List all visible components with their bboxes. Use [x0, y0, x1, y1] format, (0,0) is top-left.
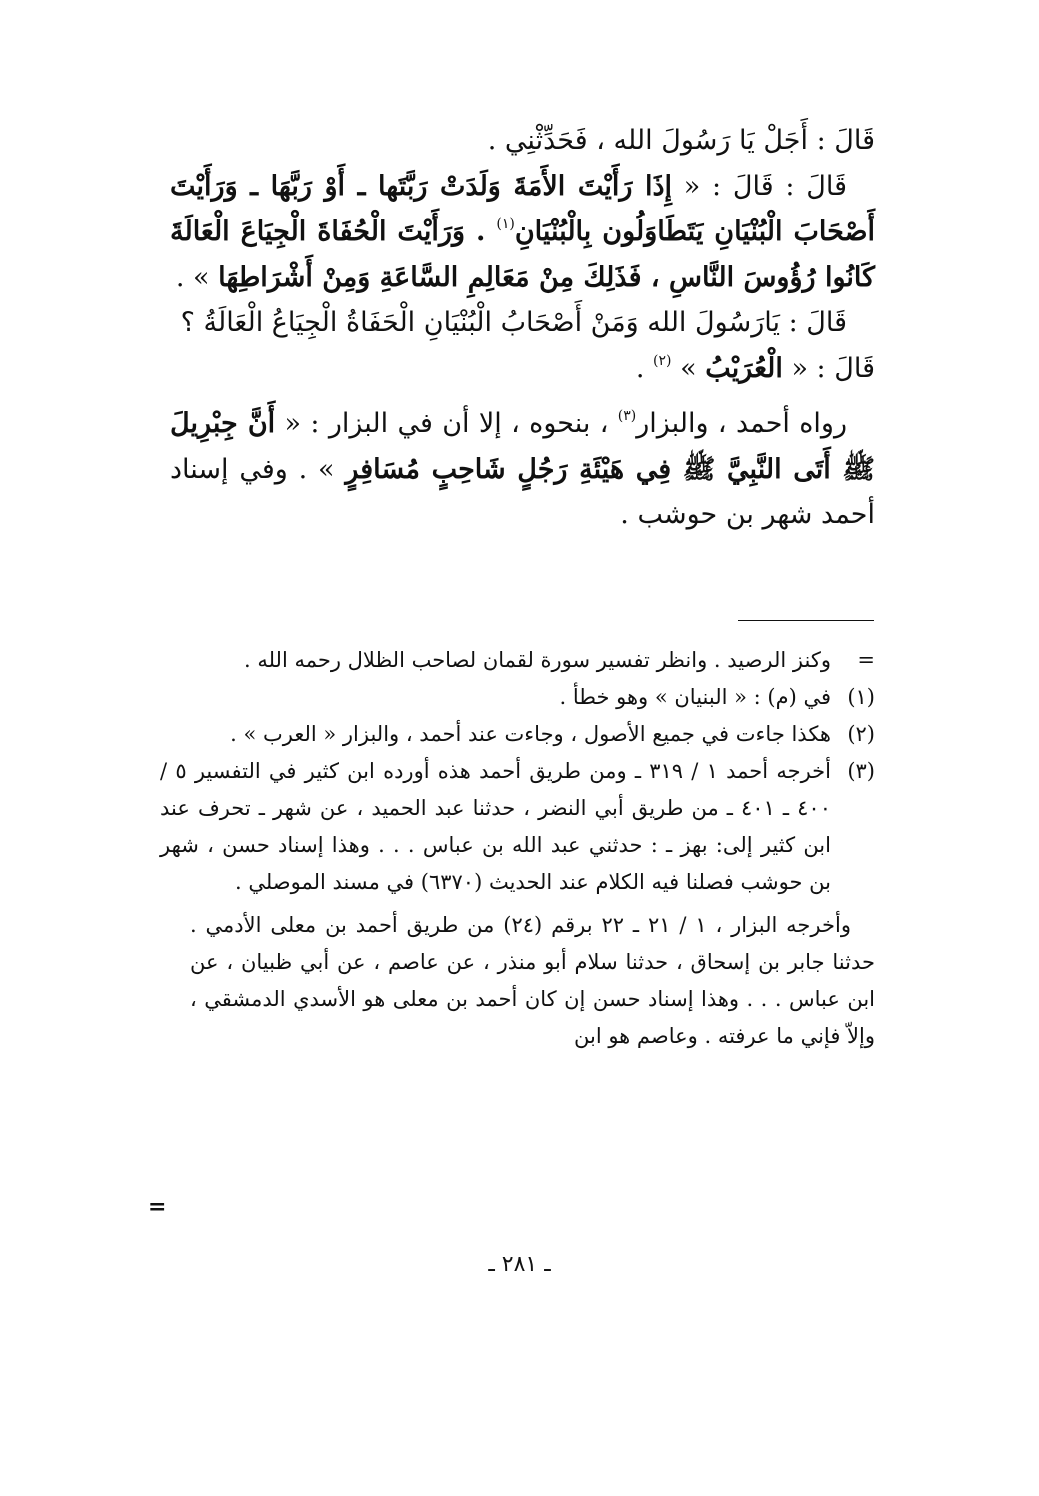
continuation-end-mark: =: [148, 1194, 167, 1220]
answer-mid: »: [671, 352, 706, 384]
answer-lead: قَالَ : «: [782, 352, 875, 384]
hadith-quote: إِذَا رَأَيْتَ الأَمَةَ وَلَدَتْ رَبَّتَها ـ أَوْ رَبَّهَا ـ وَرَأَيْتَ أَصْحَابَ الْبُنْيَانِ يَتَطَاوَلُون بِالْبُنْيَانِ: [170, 170, 875, 247]
footnote-continuation: [160, 642, 875, 679]
footnote-text: في (م) : « البنيان » وهو خطأ .: [559, 685, 831, 709]
narration-c: » . وفي إسناد أحمد شهر بن حوشب .: [170, 453, 875, 530]
hadith-quote-cont: . وَرَأَيْتَ الْحُفَاةَ الْجِيَاعَ الْعَالَةَ كَانُوا رُؤُوسَ النَّاسِ ، فَذَلِكَ مِنْ مَعَالِمِ السَّاعَةِ وَمِنْ أَشْرَاطِهَا: [170, 216, 875, 293]
answer-tail: .: [635, 352, 654, 384]
page-number: ـ ٢٨١ ـ: [488, 1252, 551, 1277]
main-text: [170, 118, 875, 538]
hadith-tail: » .: [175, 261, 219, 293]
footnote-1: [160, 679, 875, 716]
footnote-ref-1: (١): [496, 216, 515, 232]
footnote-number: (٣): [847, 759, 875, 783]
footnote-number: (٢): [847, 722, 875, 746]
narration-paragraph: [170, 401, 875, 538]
footnotes: [160, 642, 875, 1055]
narration-b: ، بنحوه ، إلا أن في البزار : «: [275, 408, 618, 439]
footnote-ref-2: (٢): [653, 352, 672, 369]
answer-line: [170, 346, 875, 392]
footnote-text: أخرجه أحمد ١ / ٣١٩ ـ ومن طريق أحمد هذه أورده ابن كثير في التفسير ٥ / ٤٠٠ ـ ٤٠١ ـ من طريق أبي النضر ، حدثنا عبد الحميد ، عن شهر ـ تحرف عند ابن كثير إلى: بهز ـ : حدثني عبد الله بن عباس . . . وهذا إسناد حسن ، شهر بن حوشب فصلنا فيه الكلام عند الحديث (٦٣٧٠) في مسند الموصلي .: [160, 759, 831, 894]
footnote-number: (١): [847, 685, 875, 709]
footnote-ref-3: (٣): [617, 408, 637, 424]
hadith-lead: قَالَ : قَالَ : «: [672, 170, 847, 202]
question-line: قَالَ : يَارَسُولَ الله وَمَنْ أَصْحَابُ الْبُنْيَانِ الْحَفَاةُ الْجِيَاعُ الْعَالَةُ ؟: [180, 307, 847, 338]
continuation-mark: =: [857, 648, 875, 672]
footnote-text: هكذا جاءت في جميع الأصول ، وجاءت عند أحمد ، والبزار « العرب » .: [230, 722, 831, 746]
footnote-3: [160, 753, 875, 901]
text-line: قَالَ : أَجَلْ يَا رَسُولَ الله ، فَحَدِّثْنِي .: [487, 125, 875, 156]
footnote-2: [160, 716, 875, 753]
hadith-paragraph: [170, 164, 875, 301]
narration-a: رواه أحمد ، والبزار: [636, 408, 847, 439]
footnote-extra-paragraph: وأخرجه البزار ، ١ / ٢١ ـ ٢٢ برقم (٢٤) من طريق أحمد بن معلى الأدمي . حدثنا جابر بن إسحاق ، حدثنا سلام أبو منذر ، عن عاصم ، عن أبي ظبيان ، عن ابن عباس . . . وهذا إسناد حسن إن كان أحمد بن معلى هو الأسدي الدمشقي ، وإلاّ فإني ما عرفته . وعاصم هو ابن: [190, 913, 875, 1048]
continuation-text: وكنز الرصيد . وانظر تفسير سورة لقمان لصاحب الظلال رحمه الله .: [243, 648, 831, 672]
answer-quote: الْعُرَيْبُ: [705, 352, 783, 384]
narration-quote: أَنَّ جِبْرِيلَ ﷺ أَتَى النَّبِيَّ ﷺ فِي هَيْئَةِ رَجُلٍ شَاحِبٍ مُسَافِرٍ: [170, 408, 875, 485]
footnote-separator: [738, 620, 874, 621]
